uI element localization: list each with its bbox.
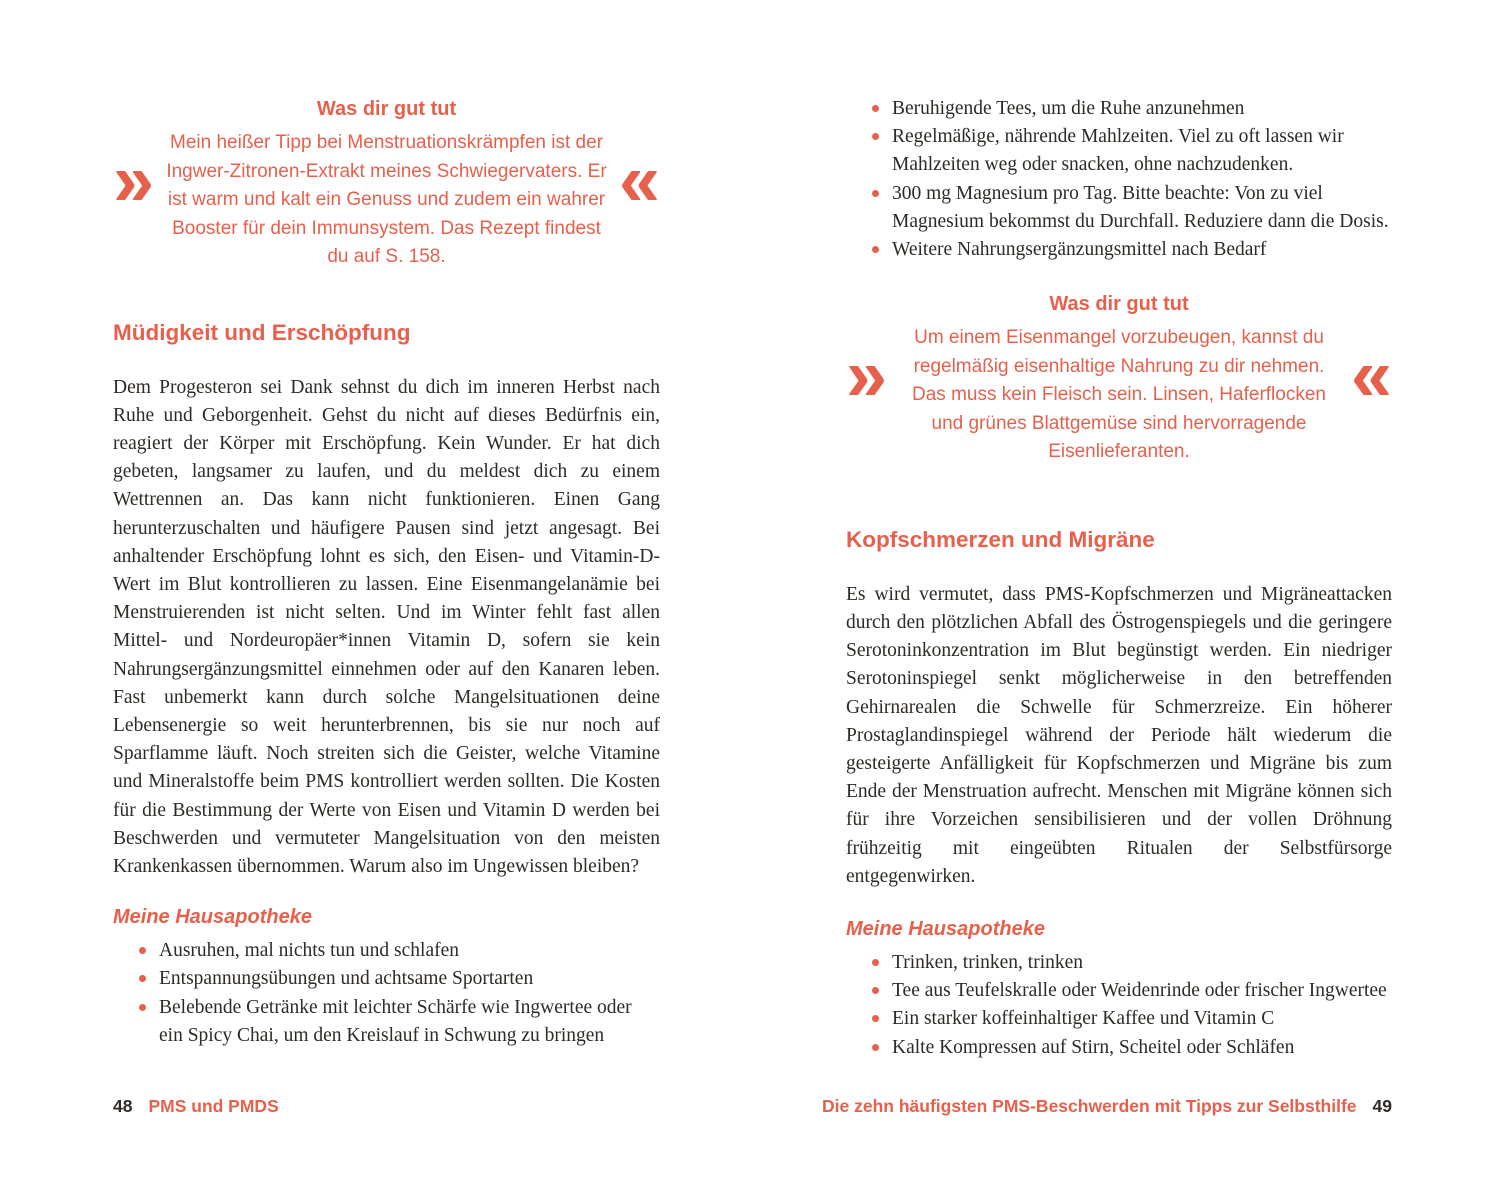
page-number: 49	[1372, 1096, 1392, 1116]
section-heading: Müdigkeit und Erschöpfung	[113, 319, 411, 345]
quote-close-icon: «	[1350, 332, 1392, 416]
quote-block	[846, 290, 1392, 467]
list-item: Belebende Getränke mit leichter Schärfe wie Ingwertee oder ein Spicy Chai, um den Kreislauf in Schwung zu bringen	[135, 994, 660, 1050]
bullet-list	[113, 937, 660, 1050]
footer-left	[113, 1095, 279, 1117]
page-number: 48	[113, 1096, 133, 1116]
section-heading: Kopfschmerzen und Migräne	[846, 526, 1155, 552]
quote-text: Um einem Eisenmangel vorzubeugen, kannst du regelmäßig eisenhaltige Nahrung zu dir nehmen. Das muss kein Fleisch sein. Linsen, Haferflocken und grünes Blattgemüse sind hervorragende Eisenlieferanten.	[912, 327, 1326, 463]
list-item: 300 mg Magnesium pro Tag. Bitte beachte: Von zu viel Magnesium bekommst du Durchfall. Reduziere dann die Dosis.	[868, 180, 1392, 236]
list-item: Tee aus Teufelskralle oder Weidenrinde oder frischer Ingwertee	[868, 977, 1392, 1005]
list-item: Entspannungsübungen und achtsame Sportarten	[135, 965, 660, 993]
quote-content	[158, 95, 615, 272]
footer-right	[822, 1095, 1392, 1117]
list-item: Beruhigende Tees, um die Ruhe anzunehmen	[868, 95, 1392, 123]
list-item: Ausruhen, mal nichts tun und schlafen	[135, 937, 660, 965]
list-item: Trinken, trinken, trinken	[868, 949, 1392, 977]
page-right	[846, 0, 1392, 1062]
body-paragraph: Es wird vermutet, dass PMS-Kopfschmerzen und Migräneattacken durch den plötzlichen Abfall des Östrogenspiegels und die geringere Serotoninkonzentration im Blut begünstigt werden. Ein niedriger Serotoninspiegel senkt möglicherweise in den betreffenden Gehirnarealen die Schwelle für Schmerzreize. Ein höherer Prostaglandinspiegel während der Periode hält wiederum die gesteigerte Anfälligkeit für Kopfschmerzen und Migräne bis zum Ende der Menstruation aufrecht. Menschen mit Migräne können sich für ihre Vorzeichen sensibilisieren und der vollen Dröhnung frühzeitig mit eingeübten Ritualen der Selbstfürsorge entgegenwirken.	[846, 583, 1392, 887]
list-item: Kalte Kompressen auf Stirn, Scheitel oder Schläfen	[868, 1034, 1392, 1062]
page-left	[113, 0, 660, 1050]
quote-title: Was dir gut tut	[316, 98, 457, 120]
list-item: Weitere Nahrungsergänzungsmittel nach Bedarf	[868, 236, 1392, 264]
quote-text: Mein heißer Tipp bei Menstruationskrämpfen ist der Ingwer-Zitronen-Extrakt meines Schwiegervaters. Er ist warm und kalt ein Genuss und zudem ein wahrer Booster für dein Immunsystem. Das Rezept findest du auf S. 158.	[166, 132, 607, 267]
quote-open-icon: »	[846, 332, 888, 416]
list-item: Regelmäßige, nährende Mahlzeiten. Viel zu oft lassen wir Mahlzeiten weg oder snacken, ohne nachzudenken.	[868, 123, 1392, 179]
quote-content	[891, 290, 1347, 467]
bullet-list	[846, 949, 1392, 1062]
quote-title: Was dir gut tut	[1049, 293, 1189, 316]
bullet-list	[846, 95, 1392, 264]
list-item: Ein starker koffeinhaltiger Kaffee und Vitamin C	[868, 1005, 1392, 1033]
running-title: PMS und PMDS	[148, 1096, 279, 1116]
body-paragraph: Dem Progesteron sei Dank sehnst du dich im inneren Herbst nach Ruhe und Geborgenheit. Gehst du nicht auf dieses Bedürfnis ein, reagiert der Körper mit Erschöpfung. Kein Wunder. Er hat dich gebeten, langsamer zu laufen, und du meldest dich zu einem Wettrennen an. Das kann nicht funktionieren. Einen Gang herunterzuschalten und häufigere Pausen sind jetzt angesagt. Bei anhaltender Erschöpfung lohnt es sich, den Eisen- und Vitamin-D-Wert im Blut kontrollieren zu lassen. Eine Eisenmangelanämie bei Menstruierenden ist nicht selten. Und im Winter fehlt fast allen Mittel- und Nordeuropäer*innen Vitamin D, sofern sie kein Nahrungsergänzungsmittel einnehmen oder auf den Kanaren leben. Fast unbemerkt kann durch solche Mangelsituationen deine Lebensenergie so weit herunterbrennen, bis sie nur noch auf Sparflamme läuft. Noch streiten sich die Geister, welche Vitamine und Mineralstoffe beim PMS kontrolliert werden sollten. Die Kosten für die Bestimmung der Werte von Eisen und Vitamin D werden bei Beschwerden und vermuteter Mangelsituation von den meisten Krankenkassen übernommen. Warum also im Ungewissen bleiben?	[113, 376, 660, 877]
running-title: Die zehn häufigsten PMS-Beschwerden mit Tipps zur Selbsthilfe	[822, 1096, 1357, 1116]
quote-block	[113, 95, 660, 272]
subheading: Meine Hausapotheke	[846, 917, 1045, 940]
quote-close-icon: «	[618, 137, 660, 221]
subheading: Meine Hausapotheke	[113, 906, 312, 929]
quote-open-icon: »	[113, 137, 155, 221]
